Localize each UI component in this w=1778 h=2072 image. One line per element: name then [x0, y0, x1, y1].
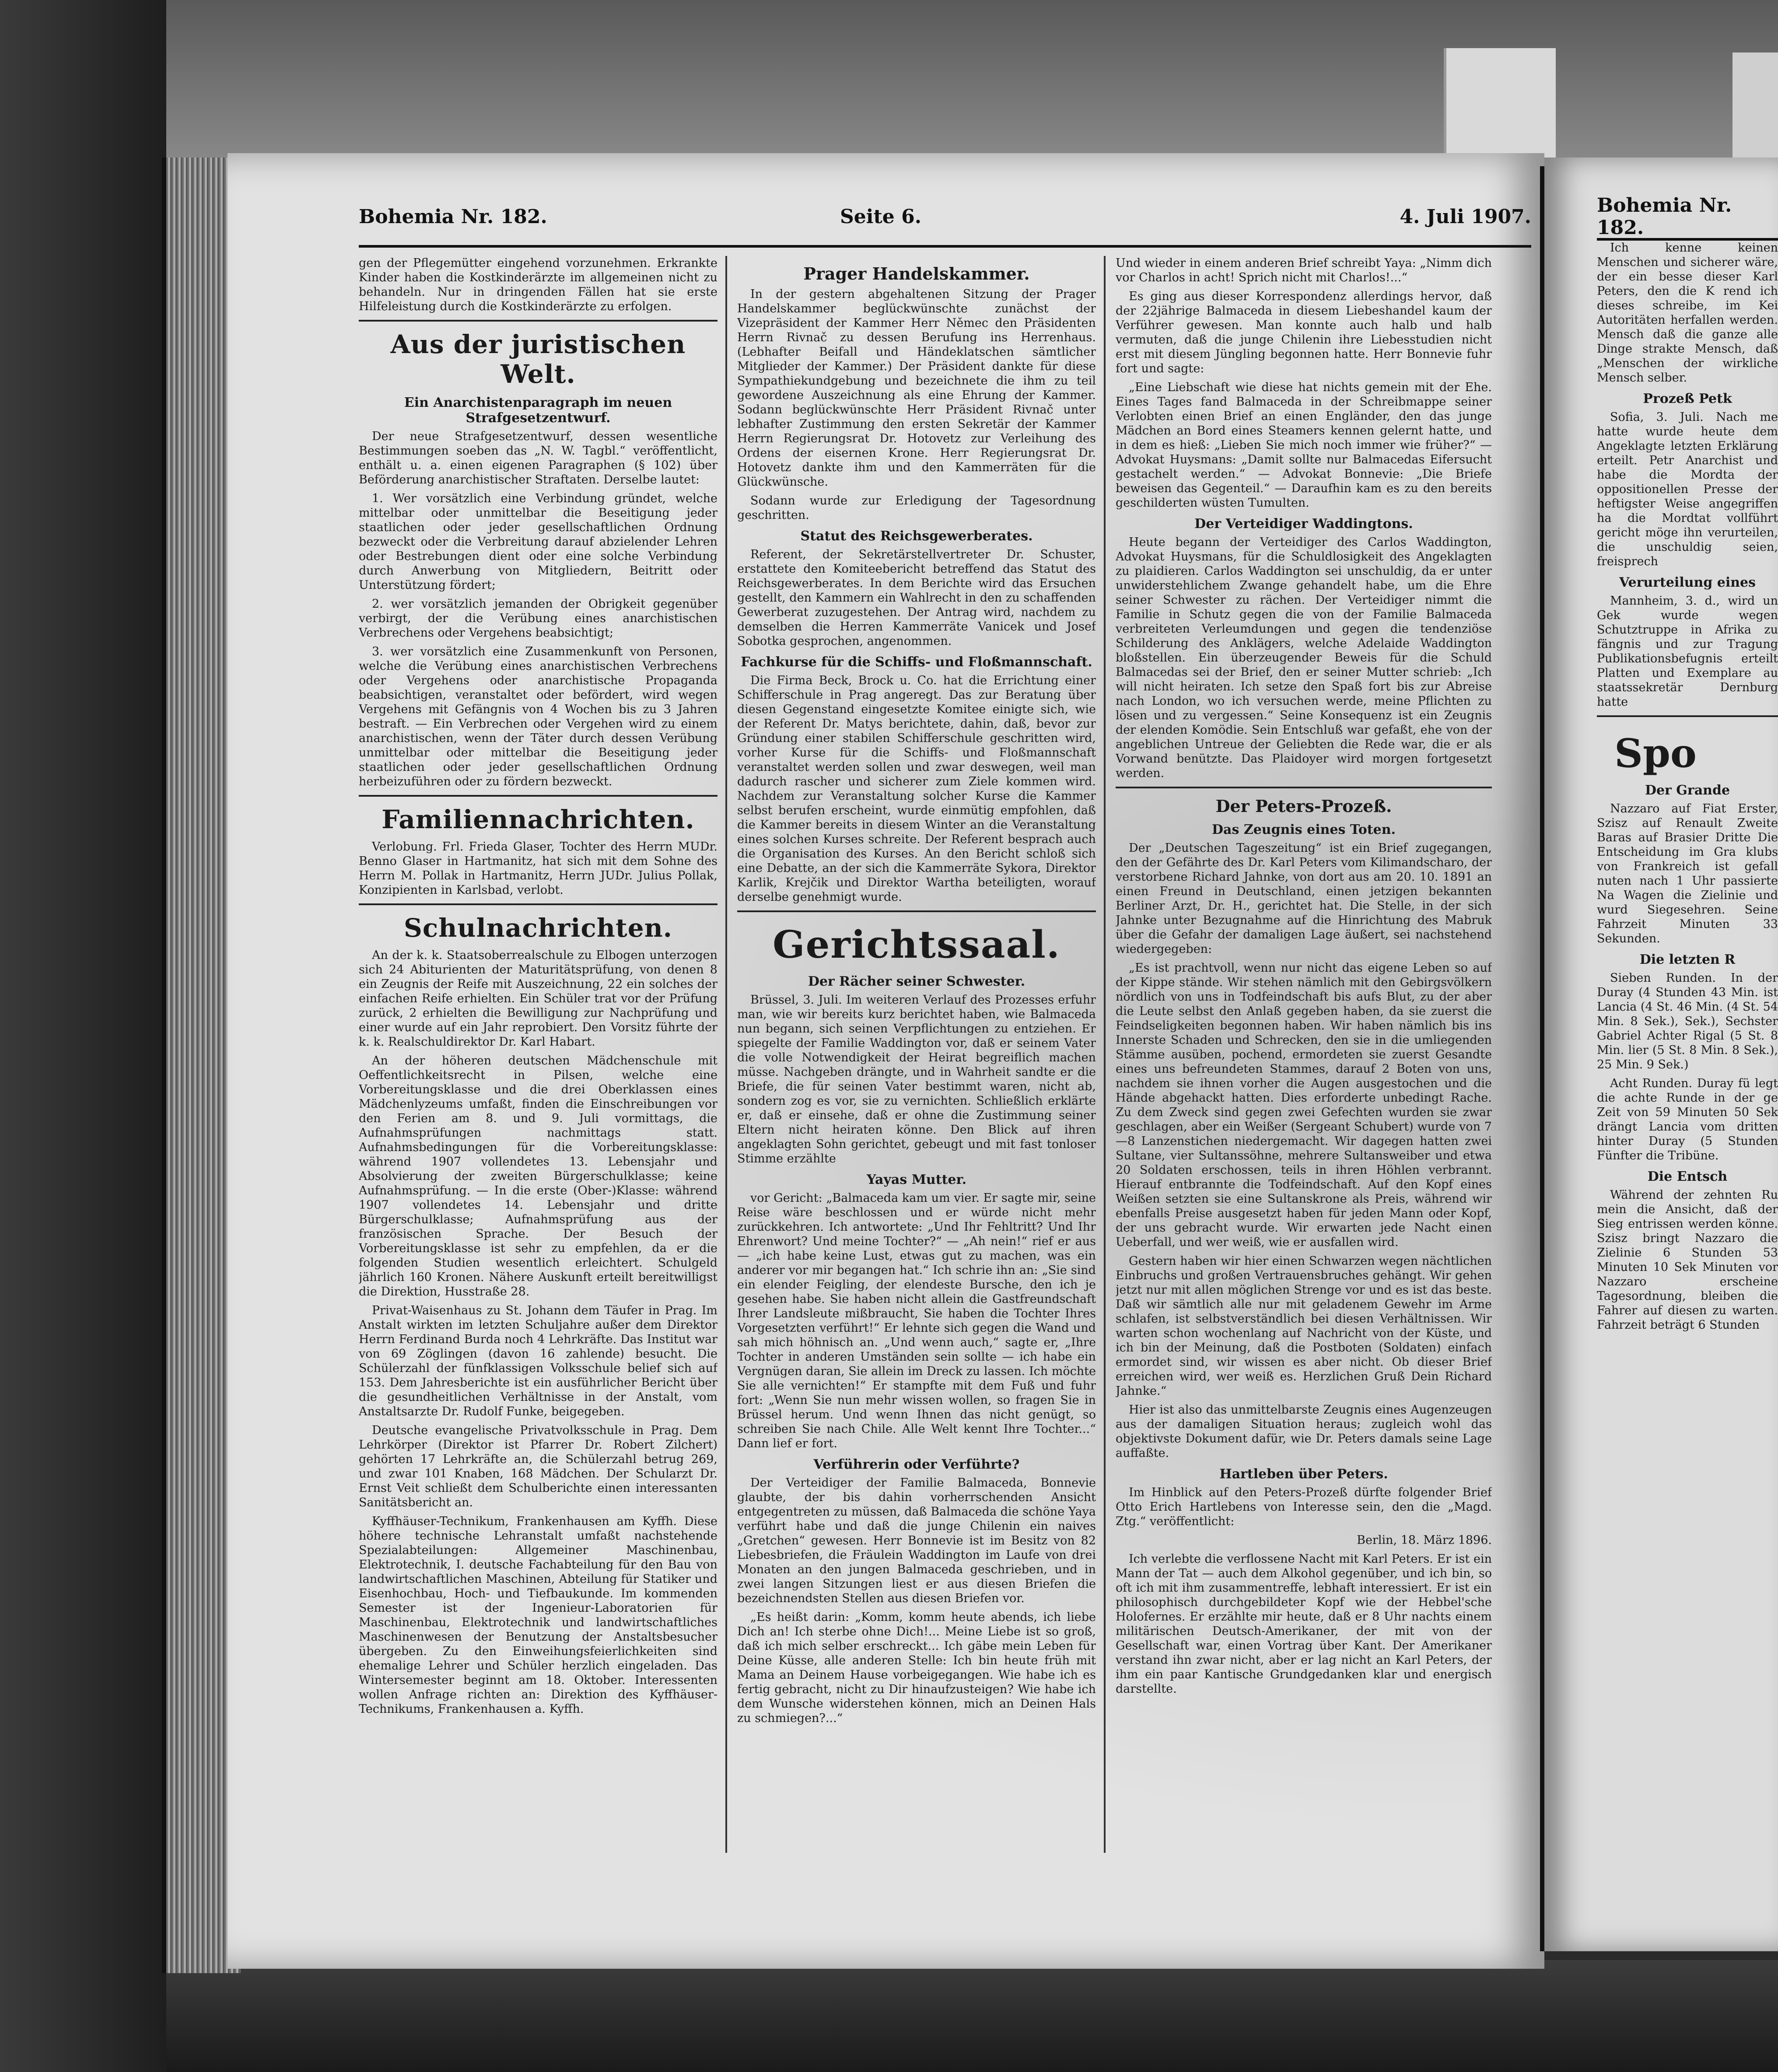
section-heading: Aus der juristischen Welt.	[390, 329, 686, 389]
facing-page-header: Bohemia Nr. 182.	[1597, 184, 1778, 241]
section-heading: Der Peters-Prozeß.	[1215, 796, 1392, 816]
facing-page	[1544, 158, 1778, 1951]
section-heading: Schulnachrichten.	[404, 913, 672, 943]
article-paragraph: Die Firma Beck, Brock u. Co. hat die Errichtung einer Schifferschule in Prag angeregt. Das zur Beratung über diesen Gegenstand eingesetzte Komitee einigte sich, wie der Referent Dr. Matys berichtete, dahin, daß, bevor zur Gründung einer stabilen Schifferschule geschritten wird, vorher Kurse für die Schiffs- und Floßmannschaft veranstaltet werden sollen und zwar deswegen, weil man dadurch rascher und sicherer zum Ziele kommen wird. Nachdem zur Veranstaltung solcher Kurse die Kammer selbst berufen erscheint, wurde einmütig empfohlen, daß die Kammer bereits in diesem Winter an die Veranstaltung eines solchen Kurses schreite. Der Referent besprach auch die Organisation des Kurses. An den Bericht schloß sich eine Debatte, an der sich die Kammerräte Sykora, Direktor Karlik, Krejčik und Direktor Wartha beteiligten, worauf derselbe genehmigt wurde.	[737, 674, 1096, 904]
section-divider	[1116, 787, 1492, 788]
article-paragraph: Kyffhäuser-Technikum, Frankenhausen am Kyffh. Diese höhere technische Lehranstalt umfaßt nachstehende Spezialabteilungen: Allgemeiner Maschinenbau, Elektrotechnik, I. deutsche Fachabteilung für den Bau von landwirtschaftlichen Maschinen, Abteilung für Statiker und Eisenhochbau, Hoch- und Tiefbaukunde. Im kommenden Semester ist der Ingenieur-Laboratorien für Maschinenbau, Elektrotechnik und landwirtschaftliches Maschinenwesen der Benutzung der Anstaltsbesucher übergeben. Zu den Einweihungsfeierlichkeiten sind ehemalige Lehrer und Schüler herzlich eingeladen. Das Wintersemester beginnt am 18. Oktober. Interessenten wollen Anfrage richten an: Direktion des Kyffhäuser-Technikums, Frankenhausen a. Kyffh.	[359, 1515, 718, 1716]
article-subheading: Verführerin oder Verführte?	[813, 1457, 1020, 1472]
article-subheading: Hartleben über Peters.	[1219, 1466, 1388, 1482]
article-heading: Fachkurse für die Schiffs- und Floßmannschaft.	[741, 654, 1092, 670]
column-rule	[1104, 256, 1106, 1853]
background-left	[0, 0, 166, 2072]
article-paragraph: An der k. k. Staatsoberrealschule zu Elbogen unterzogen sich 24 Abiturienten der Maturitätsprüfung, von denen 8 ein Zeugnis der Reife mit Auszeichnung, 22 ein solches der einfachen Reife erhielten. Ein Schüler trat vor der Prüfung zurück, 2 erhielten die Bewilligung zur Nachprüfung und einer wurde auf ein Jahr reprobiert. Den Vorsitz führte der k. k. Realschuldirektor Dr. Karl Habart.	[359, 948, 718, 1049]
article-paragraph: Sieben Runden. In der Duray (4 Stunden 43 Min. ist Lancia (4 St. 46 Min. (4 St. 54 Min. 8 Sek.), Sek.), Sechster Gabriel Achter Rigal (5 St. 8 Min. lier (5 St. 8 Min. 8 Sek.), 25 Min. 9 Sek.)	[1597, 971, 1778, 1071]
section-heading: Prager Handelskammer.	[803, 264, 1030, 284]
column-1	[359, 256, 718, 1853]
article-paragraph: Der „Deutschen Tageszeitung“ ist ein Brief zugegangen, den der Gefährte des Dr. Karl Peters vom Kilimandscharo, der verstorbene Richard Jahnke, von dort aus am 20. 10. 1891 an einen Freund in Deutschland, einen jetzigen bekannten Berliner Arzt, Dr. H., gerichtet hat. Die Stelle, in der sich Jahnke unter Bezugnahme auf die Hinrichtung des Mabruk über die Gefahr der damaligen Lage äußert, sei nachstehend wiedergegeben:	[1116, 841, 1492, 956]
article-paragraph: An der höheren deutschen Mädchenschule mit Oeffentlichkeitsrecht in Pilsen, welche eine Vorbereitungsklasse und die drei Oberklassen eines Mädchenlyzeums umfaßt, finden die Einschreibungen vor den Ferien am 8. und 9. Juli vormittags, die Aufnahmsprüfungen nachmittags statt. Aufnahmsbedingungen für die Vorbereitungsklasse: während 1907 vollendetes 13. Lebensjahr und Absolvierung der zweiten Bürgerschulklasse; keine Aufnahmsprüfung. — In die erste (Ober-)Klasse: während 1907 vollendetes 14. Lebensjahr und dritte Bürgerschulklasse; Aufnahmsprüfung aus der französischen Sprache. Der Besuch der Vorbereitungsklasse ist sehr zu empfehlen, da er die folgenden Studien wesentlich erleichtert. Schulgeld jährlich 160 Kronen. Nähere Auskunft erteilt bereitwilligst die Direktion, Husstraße 28.	[359, 1054, 718, 1298]
section-divider	[737, 910, 1096, 912]
section-heading-large: Gerichtssaal.	[773, 923, 1060, 967]
article-paragraph: 1. Wer vorsätzlich eine Verbindung gründet, welche mittelbar oder unmittelbar die Beseitigung jeder staatlichen oder jeder gesellschaftlichen Ordnung bezweckt oder die Verbreitung darauf abzielender Lehren oder Bestrebungen dient oder eine solche Verbindung durch Anwerbung von Mitgliedern, Beitritt oder Unterstützung fördert;	[359, 492, 718, 592]
article-heading: Ein Anarchistenparagraph im neuen Strafgesetzentwurf.	[404, 395, 672, 426]
section-divider	[1597, 715, 1778, 717]
article-paragraph: Privat-Waisenhaus zu St. Johann dem Täufer in Prag. Im Anstalt wirkten im letzten Schuljahre außer dem Direktor Herrn Ferdinand Burda noch 4 Lehrkräfte. Das Institut war von 69 Zöglingen (davon 16 zahlende) besucht. Die Schülerzahl der fünfklassigen Volksschule belief sich auf 153. Dem Jahresberichte ist ein ausführlicher Bericht über die gesundheitlichen Verhältnisse in der Anstalt, vom Anstaltsarzte Dr. Rudolf Funke, beigegeben.	[359, 1304, 718, 1418]
column-2	[737, 256, 1096, 1853]
article-paragraph: Hier ist also das unmittelbarste Zeugnis eines Augenzeugen aus der damaligen Situation heraus; zugleich wohl das objektivste Dokument dafür, wie Dr. Peters damals seine Lage auffaßte.	[1116, 1403, 1492, 1460]
article-paragraph: Und wieder in einem anderen Brief schreibt Yaya: „Nimm dich vor Charlos in acht! Sprich nicht mit Charlos!...“	[1116, 256, 1492, 284]
article-paragraph: Deutsche evangelische Privatvolksschule in Prag. Dem Lehrkörper (Direktor ist Pfarrer Dr. Robert Zilchert) gehörten 17 Lehrkräfte an, die Schülerzahl betrug 269, und zwar 101 Knaben, 168 Mädchen. Der Schularzt Dr. Ernst Veit schließt dem Schulberichte einen interessanten Sanitätsbericht an.	[359, 1424, 718, 1509]
issue-date: 4. Juli 1907.	[1400, 206, 1531, 228]
section-divider	[359, 795, 718, 797]
background-bottom	[166, 1960, 1778, 2072]
section-divider	[359, 903, 718, 905]
masthead-left: Bohemia Nr. 182.	[359, 206, 547, 228]
newspaper-page	[228, 153, 1544, 1969]
article-heading: Der Grande	[1645, 783, 1730, 798]
article-paragraph: Sodann wurde zur Erledigung der Tagesordnung geschritten.	[737, 494, 1096, 522]
article-paragraph: Brüssel, 3. Juli. Im weiteren Verlauf des Prozesses erfuhr man, wie wir bereits kurz berichtet haben, wie Balmaceda nun begann, sich seinen Verpflichtungen zu entziehen. Er spiegelte der Familie Waddington vor, daß er seinem Vater die volle Notwendigkeit der Heirat begreiflich machen müsse. Nachgeben drängte, und in Wahrheit sandte er die Briefe, die für seinen Vater bestimmt waren, nicht ab, sondern zog es vor, sie zu vernichten. Schließlich erklärte er, daß er einsehe, daß er ohne die Zustimmung seiner Eltern nicht heiraten könne. Den Blick auf ihren angeklagten Sohn gerichtet, gebeugt und mit fast tonloser Stimme erzählte	[737, 993, 1096, 1166]
article-heading: Verurteilung eines	[1619, 575, 1756, 590]
article-paragraph: Ich kenne keinen Menschen und sicherer wäre, der ein besse dieser Karl Peters, den die K rend ich dieses schreibe, im Kei Autoritäten herfallen werden. Mensch daß die ganze alle Dinge strakte Mensch, daß „Menschen der wirkliche Mensch selber.	[1597, 241, 1778, 385]
article-paragraph: Es ging aus dieser Korrespondenz allerdings hervor, daß der 22jährige Balmaceda in diesem Liebeshandel kaum der Verführer gewesen. Man konnte auch halb und halb vermuten, daß die junge Chilenin ihre Liebesstudien nicht erst mit diesem Jüngling begonnen hatte. Herr Bonnevie fuhr fort und sagte:	[1116, 290, 1492, 375]
article-paragraph: Der neue Strafgesetzentwurf, dessen wesentliche Bestimmungen soeben das „N. W. Tagbl.“ veröffentlicht, enthält u. a. einen eigenen Paragraphen (§ 102) über Beförderung anarchistischer Straftaten. Derselbe lautet:	[359, 430, 718, 486]
article-paragraph: Gestern haben wir hier einen Schwarzen wegen nächtlichen Einbruchs und großen Vertrauensbruches gehängt. Wir gehen jetzt nur mit allen möglichen Strenge vor und es ist das beste. Daß wir sämtlich alle nur mit geladenem Gewehr im Arme schlafen, ist selbstverständlich bei diesen Verhältnissen. Wir warten schon wochenlang auf Nachricht von der Küste, und ich bin der Meinung, daß die Postboten (Soldaten) einfach ermordet sind, wir wissen es aber nicht. Ob dieser Brief erreichen wird, wer weiß es. Herzlichen Gruß Dein Richard Jahnke.“	[1116, 1254, 1492, 1398]
article-paragraph: Der Verteidiger der Familie Balmaceda, Bonnevie glaubte, der bis dahin vorherrschenden Ansicht entgegentreten zu müssen, daß Balmaceda die schöne Yaya verführt habe und daß die junge Chilenin ein naives „Gretchen“ gewesen. Herr Bonnevie ist im Besitz von 82 Liebesbriefen, die Fräulein Waddington im Laufe von drei Monaten an den jungen Balmaceda geschrieben, und in zwei langen Sitzungen liest er aus diesen Briefen die bezeichnendsten Stellen aus diesen Briefen vor.	[737, 1476, 1096, 1605]
article-paragraph: Während der zehnten Ru mein die Ansicht, daß der Sieg entrissen werden könne. Szisz bringt Nazzaro die Zielinie 6 Stunden 53 Minuten 10 Sek Minuten vor Nazzaro erscheine Tagesordnung, bleiben die Fahrer auf diesen zu warten. Fahrzeit beträgt 6 Stunden	[1597, 1188, 1778, 1332]
article-paragraph: Ich verlebte die verflossene Nacht mit Karl Peters. Er ist ein Mann der Tat — auch dem Alkohol gegenüber, und ich bin, so oft ich mit ihm zusammentreffe, lebhaft interessiert. Er ist ein philosophisch durchgebildeter Kopf wie der Hebbel'sche Holofernes. Er erzählte mir heute, daß er 8 Uhr nachts einem militärischen Deutsch-Amerikaner, der mit von der Gesellschaft war, einen Vortrag über Kant. Der Amerikaner verstand ihn zwar nicht, aber er lag nicht an Karl Peters, der ihm ein paar Kantische Grundgedanken klar und energisch darstellte.	[1116, 1552, 1492, 1696]
article-paragraph: Verlobung. Frl. Frieda Glaser, Tochter des Herrn MUDr. Benno Glaser in Hartmanitz, hat sich mit dem Sohne des Herrn M. Pollak in Hartmanitz, Herrn JUDr. Julius Pollak, Konzipienten in Karlsbad, verlobt.	[359, 840, 718, 897]
article-paragraph: Referent, der Sekretärstellvertreter Dr. Schuster, erstattete den Komiteebericht betreffend das Statut des Reichsgewerberates. In dem Berichte wird das Ersuchen gestellt, den Kammern ein Wahlrecht in den zu schaffenden Gewerberat zuzugestehen. Der Antrag wird, nachdem zu demselben die Herren Kammerräte Vanicek und Josef Sobotka gesprochen, angenommen.	[737, 548, 1096, 648]
article-paragraph: Mannheim, 3. d., wird un Gek wurde wegen Schutztruppe in Afrika zu fängnis und zur Tragung Publikationsbefugnis erteilt Platten und Exemplare au staatssekretär Dernburg hatte	[1597, 594, 1778, 709]
article-paragraph: „Eine Liebschaft wie diese hat nichts gemein mit der Ehe. Eines Tages fand Balmaceda in der Schreibmappe seiner Verlobten einen Brief an einen Engländer, den das junge Mädchen an Bord eines Steamers kennen gelernt hatte, und in dem es hieß: „Lieben Sie mich noch immer wie früher?“ — Advokat Huysmans: „Damit sollte nur Balmacedas Eifersucht gestachelt werden.“ — Advokat Bonnevie: „Die Briefe beweisen das Gegenteil.“ — Daraufhin kam es zu den bereits geschilderten wüsten Tumulten.	[1116, 381, 1492, 510]
facing-page-column	[1597, 241, 1778, 1903]
section-heading-large: Spo	[1614, 730, 1697, 777]
article-heading: Statut des Reichsgewerberates.	[800, 528, 1033, 544]
article-paragraph: Sofia, 3. Juli. Nach me hatte wurde heute dem Angeklagte letzten Erklärung erteilt. Petr Anarchist und habe die Mordta der oppositionellen Presse der heftigster Weise angegriffen ha die Mordtat vollführt gericht möge ihn verurteilen, die unschuldig seien, freisprech	[1597, 410, 1778, 568]
article-subheading: Die letzten R	[1639, 952, 1736, 967]
article-paragraph: „Es ist prachtvoll, wenn nur nicht das eigene Leben so auf der Kippe stände. Wir stehen nämlich mit den Gebirgsvölkern nördlich von uns in Todfeindschaft bis aufs Blut, zu der aber die Leute selbst den Anlaß gegeben haben, da sie zuerst die Feindseligkeiten begonnen haben. Wir haben nämlich bis ins Innerste Schaden und Schrecken, den sie in die umliegenden Stämme ausüben, pochend, ermordeten sie zuerst Gesandte eines uns befreundeten Stammes, darauf 2 Boten von uns, nachdem sie ihnen vorher die Augen ausgestochen und die Hände abgehackt hatten. Dies erforderte unbedingt Rache. Zu dem Zweck sind gegen zwei Gefechten wurden sie zwar geschlagen, aber ein Weißer (Sergeant Schubert) wurde von 7—8 Lanzenstichen niedergemacht. Wir dagegen hatten zwei Sultane, vier Sultanssöhne, mehrere Sultansweiber und etwa 20 Soldaten erschossen, teils in ihren Höhlen verbrannt. Hierauf entbrannte die Todfeindschaft. Auf den Kopf eines Weißen setzten sie eine Sultanskrone als Preis, während wir ebenfalls Preise ausgesetzt haben für jeden Mann oder Kopf, der uns gebracht wurde. Wir erwarten jede Nacht einen Ueberfall, und wer weiß, wie er ausfallen wird.	[1116, 961, 1492, 1249]
article-paragraph: Im Hinblick auf den Peters-Prozeß dürfte folgender Brief Otto Erich Hartlebens von Interesse sein, den die „Magd. Ztg.“ veröffentlicht:	[1116, 1486, 1492, 1528]
article-paragraph: Acht Runden. Duray fü legt die achte Runde in der ge Zeit von 59 Minuten 50 Sek drängt Lancia vom dritten hinter Duray (5 Stunden Fünfter die Tribüne.	[1597, 1077, 1778, 1162]
article-paragraph: 2. wer vorsätzlich jemanden der Obrigkeit gegenüber verbirgt, der die Verübung eines anarchistischen Verbrechens oder Vergehens beabsichtigt;	[359, 597, 718, 640]
article-subheading: Das Zeugnis eines Toten.	[1212, 822, 1396, 837]
article-paragraph: Nazzaro auf Fiat Erster, Szisz auf Renault Zweite Baras auf Brasier Dritte Die Entscheidung im Gra klubs von Frankreich ist gefall nuten nach 1 Uhr passierte Na Wagen die Zielinie und wurd Siegesehren. Seine Fahrzeit Minuten 33 Sekunden.	[1597, 802, 1778, 945]
article-paragraph: Heute begann der Verteidiger des Carlos Waddington, Advokat Huysmans, für die Schuldlosigkeit des Angeklagten zu plaidieren. Carlos Waddington sei unschuldig, da er unter unwiderstehlichem Zwange gehandelt habe, um die Ehre seiner Schwester zu rächen. Der Verteidiger nimmt die Familie in Schutz gegen die von der Familie Balmaceda verbreiteten Verleumdungen und gegen die tendenziöse Schilderung des Anklägers, welche Adelaide Waddington bloßstellen. Ein überzeugender Beweis für die Schuld Balmacedas sei der Brief, den er seiner Mutter schrieb: „Ich will nicht heiraten. Ich setze den Spaß fort bis zur Abreise nach London, wo ich versuchen werde, meine Pflichten zu lösen und zu vergessen.“ Seine Konsequenz ist ein Zeugnis der elenden Komödie. Sein Entschluß war gefaßt, ehe von der angeblichen Untreue der Geliebten die Rede war, die er als Vorwand benützte. Das Plaidoyer wird morgen fortgesetzt werden.	[1116, 536, 1492, 780]
article-heading: Der Rächer seiner Schwester.	[808, 974, 1026, 989]
article-subheading: Die Entsch	[1647, 1169, 1728, 1184]
section-heading: Familiennachrichten.	[382, 805, 695, 834]
letter-dateline: Berlin, 18. März 1896.	[1357, 1533, 1492, 1547]
article-subheading: Yayas Mutter.	[866, 1172, 967, 1187]
article-heading: Prozeß Petk	[1643, 391, 1732, 406]
page-number: Seite 6.	[840, 206, 922, 228]
article-paragraph: gen der Pflegemütter eingehend vorzunehmen. Erkrankte Kinder haben die Kostkinderärzte im allgemeinen nicht zu behandeln. Nur in dringenden Fällen hat sie erste Hilfeleistung durch die Kostkinderärzte zu erfolgen.	[359, 256, 718, 313]
article-subheading: Der Verteidiger Waddingtons.	[1194, 516, 1413, 532]
article-paragraph: In der gestern abgehaltenen Sitzung der Prager Handelskammer beglückwünschte zunächst der Vizepräsident der Kammer Herr Němec den Präsidenten Herrn Rivnač zu dessen Berufung ins Herrenhaus. (Lebhafter Beifall und Händeklatschen sämtlicher Mitglieder der Kammer.) Der Präsident dankte für diese Sympathiekundgebung und bezeichnete die ihm zu teil gewordene Auszeichnung als eine Ehrung der Kammer. Sodann beglückwünschte Herr Präsident Rivnač unter lebhafter Zustimmung den ersten Sekretär der Kammer Herrn Regierungsrat Dr. Hotovetz zur Verleihung des Ordens der eisernen Krone. Herr Regierungsrat Dr. Hotovetz dankte ihm und den Kammerräten für die Glückwünsche.	[737, 287, 1096, 489]
column-3	[1116, 256, 1492, 1853]
column-rule	[725, 256, 727, 1853]
article-paragraph: „Es heißt darin: „Komm, komm heute abends, ich liebe Dich an! Ich sterbe ohne Dich!... Meine Liebe ist so groß, daß ich mich selber erschreckt... Ich gäbe mein Leben für Deine Küsse, alle anderen Stelle: Ich bin heute früh mit Mama an Deinem Hause vorbeigegangen. Wie habe ich es fertig gebracht, nicht zu Dir hinaufzusteigen? Wie habe ich dem Wunsche widerstehen können, mich an Deinen Hals zu schmiegen?...“	[737, 1610, 1096, 1725]
page-header	[359, 197, 1531, 248]
section-divider	[359, 320, 718, 322]
article-paragraph: 3. wer vorsätzlich eine Zusammenkunft von Personen, welche die Verübung eines anarchistischen Verbrechens oder Vergehens oder anarchistische Propaganda beabsichtigen, veranstaltet oder befördert, wird wegen Vergehens mit Gefängnis von 4 Wochen bis zu 3 Jahren bestraft. — Ein Verbrechen oder Vergehen wird zu einem anarchistischen, wenn der Täter durch dessen Verübung unmittelbar oder mittelbar die Beseitigung jeder staatlichen oder jeder gesellschaftlichen Ordnung herbeizuführen oder zu fördern bezweckt.	[359, 645, 718, 788]
article-paragraph: vor Gericht: „Balmaceda kam um vier. Er sagte mir, seine Reise wäre beschlossen und er würde nicht mehr zurückkehren. Ich antwortete: „Und Ihr Fehltritt? Und Ihr Ehrenwort? Und meine Tochter?“ — „Ah nein!“ rief er aus — „ich habe keine Lust, etwas gut zu machen, was ein anderer vor mir begangen hat.“ Ich schrie ihn an: „Sie sind ein elender Feigling, der elendeste Bursche, den ich je gesehen habe. Sie haben nicht allein die Gastfreundschaft Ihrer Landsleute mißbraucht, Sie haben die Tochter Ihres Vorgesetzten verführt!“ Er lehnte sich gegen die Wand und sah mich höhnisch an. „Und wenn auch,“ sagte er, „Ihre Tochter in anderen Umständen sein sollte — ich habe ein Vergnügen daran, Sie allein im Dreck zu lassen. Ich möchte Sie alle vernichten!“ Er stampfte mit dem Fuß und fuhr fort: „Wenn Sie nun mehr wissen wollen, so fragen Sie in Brüssel herum. Und wenn Ihnen das nicht genügt, so schreiben Sie nach Chile. Alle Welt kennt Ihre Tochter...“ Dann lief er fort.	[737, 1191, 1096, 1450]
